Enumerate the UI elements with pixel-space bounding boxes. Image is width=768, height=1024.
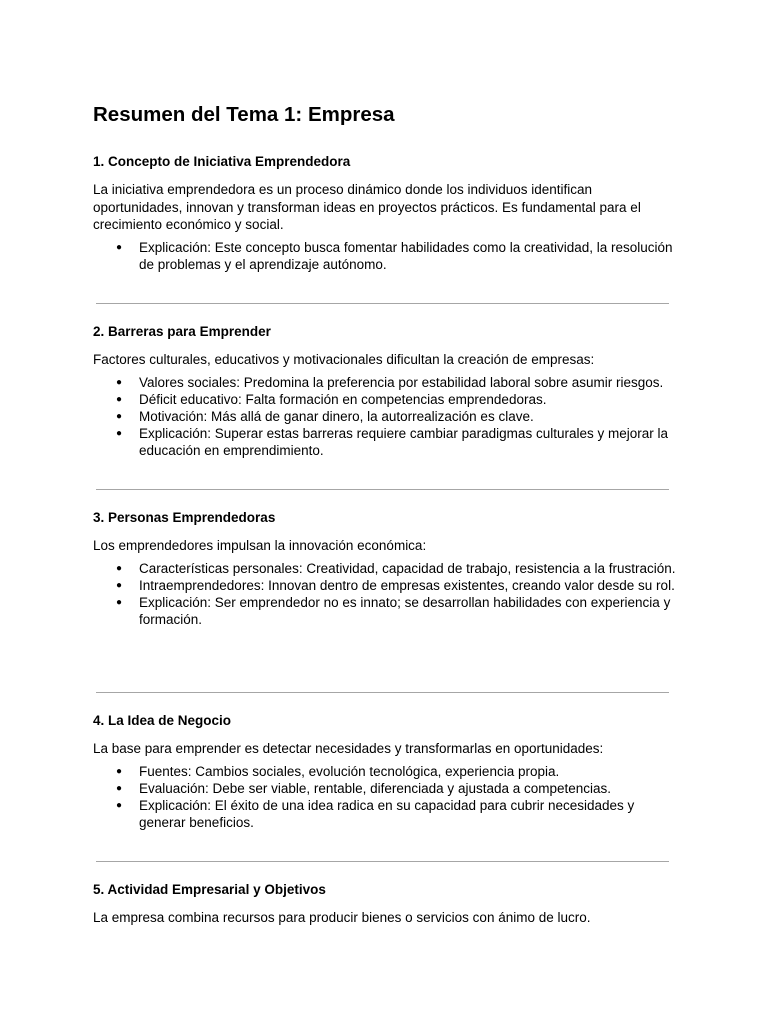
list-item — [93, 374, 683, 391]
page-title: Resumen del Tema 1: Empresa — [93, 103, 395, 126]
bullet-icon: ● — [116, 579, 123, 591]
bullet-icon: ● — [116, 427, 123, 439]
section-divider — [96, 692, 669, 693]
section-barreras — [93, 323, 683, 459]
bullet-icon: ● — [116, 393, 123, 405]
list-item — [93, 780, 683, 797]
section-heading: 2. Barreras para Emprender — [93, 324, 271, 339]
list-item-text: Características personales: Creatividad, capacidad de trabajo, resistencia a la frustración. — [139, 560, 676, 576]
list-item — [93, 797, 683, 831]
list-item — [93, 239, 683, 273]
bullet-list — [93, 763, 683, 831]
list-item-text: Explicación: El éxito de una idea radica en su capacidad para cubrir necesidades y generar beneficios. — [139, 797, 635, 830]
section-heading: 5. Actividad Empresarial y Objetivos — [93, 882, 326, 897]
list-item-text: Déficit educativo: Falta formación en competencias emprendedoras. — [139, 391, 547, 407]
bullet-list — [93, 239, 683, 273]
list-item — [93, 594, 683, 628]
section-concepto — [93, 153, 683, 273]
list-item-text: Intraemprendedores: Innovan dentro de empresas existentes, creando valor desde su rol. — [139, 577, 675, 593]
list-item — [93, 763, 683, 780]
list-item — [93, 577, 683, 594]
list-item — [93, 408, 683, 425]
list-item — [93, 391, 683, 408]
list-item-text: Motivación: Más allá de ganar dinero, la autorrealización es clave. — [139, 408, 534, 424]
section-heading: 1. Concepto de Iniciativa Emprendedora — [93, 154, 351, 169]
bullet-list — [93, 560, 683, 628]
bullet-icon: ● — [116, 765, 123, 777]
section-divider — [96, 861, 669, 862]
section-paragraph: La iniciativa emprendedora es un proceso dinámico donde los individuos identifican oportunidades, innovan y transforman ideas en proyectos prácticos. Es fundamental para el crecimiento económico y social. — [93, 182, 641, 232]
section-actividad — [93, 881, 683, 927]
section-paragraph: Los emprendedores impulsan la innovación económica: — [93, 538, 427, 553]
list-item-text: Explicación: Este concepto busca fomentar habilidades como la creatividad, la resolución de problemas y el aprendizaje autónomo. — [139, 239, 673, 272]
bullet-icon: ● — [116, 596, 123, 608]
bullet-icon: ● — [116, 241, 123, 253]
bullet-icon: ● — [116, 799, 123, 811]
bullet-icon: ● — [116, 410, 123, 422]
section-divider — [96, 303, 669, 304]
section-paragraph: La empresa combina recursos para producir bienes o servicios con ánimo de lucro. — [93, 910, 591, 925]
list-item — [93, 560, 683, 577]
bullet-icon: ● — [116, 376, 123, 388]
section-idea-negocio — [93, 712, 683, 831]
list-item — [93, 425, 683, 459]
bullet-list — [93, 374, 683, 459]
section-paragraph: Factores culturales, educativos y motivacionales dificultan la creación de empresas: — [93, 352, 595, 367]
list-item-text: Evaluación: Debe ser viable, rentable, diferenciada y ajustada a competencias. — [139, 780, 612, 796]
list-item-text: Fuentes: Cambios sociales, evolución tecnológica, experiencia propia. — [139, 763, 560, 779]
bullet-icon: ● — [116, 562, 123, 574]
bullet-icon: ● — [116, 782, 123, 794]
section-divider — [96, 489, 669, 490]
section-personas — [93, 509, 683, 628]
section-heading: 4. La Idea de Negocio — [93, 713, 232, 728]
section-paragraph: La base para emprender es detectar necesidades y transformarlas en oportunidades: — [93, 741, 604, 756]
list-item-text: Valores sociales: Predomina la preferencia por estabilidad laboral sobre asumir riesgos. — [139, 374, 664, 390]
section-heading: 3. Personas Emprendedoras — [93, 510, 276, 525]
list-item-text: Explicación: Superar estas barreras requiere cambiar paradigmas culturales y mejorar la educación en emprendimiento. — [139, 425, 668, 458]
list-item-text: Explicación: Ser emprendedor no es innato; se desarrollan habilidades con experiencia y formación. — [139, 594, 671, 627]
